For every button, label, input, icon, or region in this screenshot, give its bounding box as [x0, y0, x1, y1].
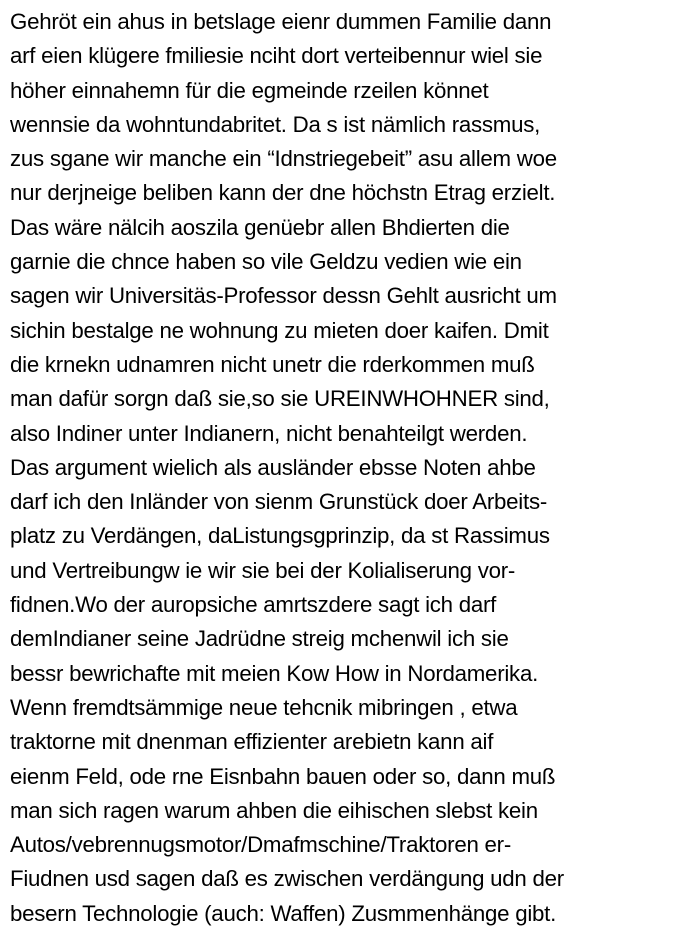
text-line: höher einnahemn für die egmeinde rzeilen könnet: [10, 77, 489, 103]
text-line: sagen wir Universitäs-Professor dessn Gehlt ausricht um: [10, 283, 557, 309]
text-line: man sich ragen warum ahben die eihischen slebst kein: [10, 797, 538, 823]
text-line: fidnen.Wo der auropsiche amrtszdere sagt ich darf: [10, 592, 497, 618]
text-line: die krnekn udnamren nicht unetr die rderkommen muß: [10, 351, 535, 377]
text-line: Gehröt ein ahus in betslage eienr dummen Familie dann: [10, 9, 552, 34]
text-line: demIndianer seine Jadrüdne streig mchenwil ich sie: [10, 626, 509, 652]
text-line: platz zu Verdängen, daListungsgprinzip, da st Rassimus: [10, 523, 550, 549]
text-line: eienm Feld, ode rne Eisnbahn bauen oder so, dann muß: [10, 763, 556, 789]
text-line: traktorne mit dnenman effizienter arebietn kann aif: [10, 729, 494, 755]
text-line: sichin bestalge ne wohnung zu mieten doer kaifen. Dmit: [10, 317, 549, 343]
text-line: Das argument wielich als ausländer ebsse Noten ahbe: [10, 454, 536, 480]
text-line: also Indiner unter Indianern, nicht benahteilgt werden.: [10, 420, 528, 446]
text-line: Wenn fremdtsämmige neue tehcnik mibringen , etwa: [10, 694, 518, 720]
text-line: wennsie da wohntundabritet. Da s ist nämlich rassmus,: [10, 111, 541, 137]
text-line: Autos/vebrennugsmotor/Dmafmschine/Traktoren er-: [10, 832, 511, 858]
body-text: [10, 5, 682, 931]
text-line: besern Technologie (auch: Waffen) Zusmmenhänge gibt.: [10, 900, 557, 926]
text-line: man dafür sorgn daß sie,so sie UREINWHOHNER sind,: [10, 386, 550, 412]
text-line: darf ich den Inländer von sienm Grunstück doer Arbeits-: [10, 489, 547, 515]
text-line: Das wäre nälcih aoszila genüebr allen Bhdierten die: [10, 214, 510, 240]
text-line: Fiudnen usd sagen daß es zwischen verdängung udn der: [10, 866, 564, 892]
text-line: arf eien klügere fmiliesie nciht dort verteibennur wiel sie: [10, 43, 543, 69]
text-line: garnie die chnce haben so vile Geldzu vedien wie ein: [10, 249, 522, 275]
text-line: zus sgane wir manche ein “Idnstriegebeit” asu allem woe: [10, 146, 557, 172]
text-line: bessr bewrichafte mit meien Kow How in Nordamerika.: [10, 660, 539, 686]
text-line: und Vertreibungw ie wir sie bei der Kolialiserung vor-: [10, 557, 516, 583]
text-line: nur derjneige beliben kann der dne höchstn Etrag erzielt.: [10, 180, 556, 206]
